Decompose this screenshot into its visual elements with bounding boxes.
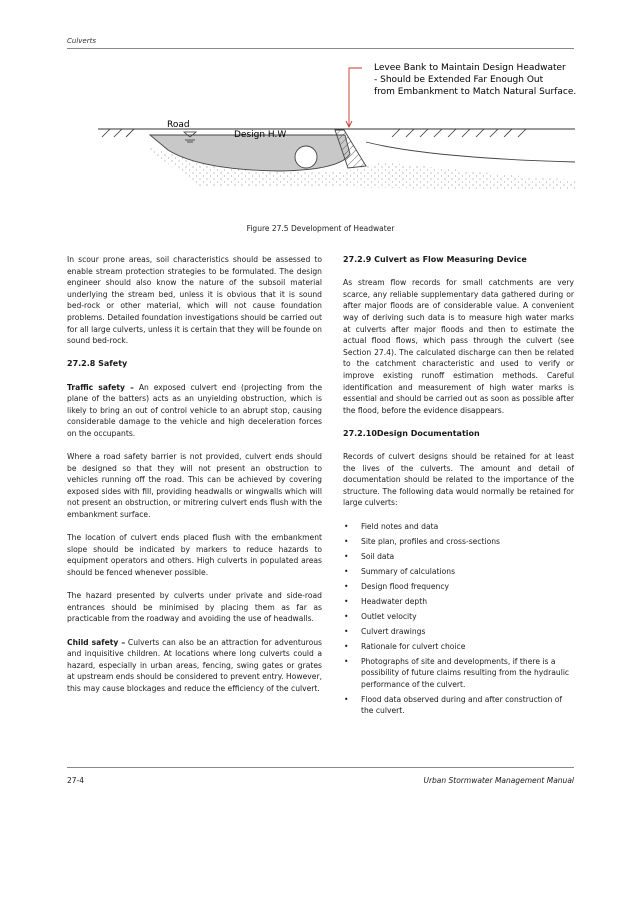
child-safety-text: Culverts can also be an attraction for adventurous and inquisitive children. At locations where long culverts could a hazard, especially in urban areas, fencing, swing gates or grates at upstream ends should be considered to prevent entry. However, this may cause blockages and reduce the efficiency of the culvert.: [67, 637, 322, 693]
traffic-safety-text: An exposed culvert end (projecting from the plane of the batters) acts as an unyielding obstruction, which is likely to bring an out of control vehicle to an abrupt stop, causing considerable damage to the vehicle and high deceleration forces on the occupants.: [67, 382, 323, 438]
traffic-safety-lead: Traffic safety –: [67, 382, 134, 392]
label-design-hw: Design H.W: [234, 130, 287, 140]
natural-surface: [366, 142, 575, 162]
para-barrier: Where a road safety barrier is not provided, culvert ends should be designed so that they will not present an obstruction to vehicles running off the road. This can be achieved by covering exposed sides with fill, providing headwalls or wingwalls which will not present an obstruction, or mitrering culvert ends flush with the embankment surface.: [67, 452, 322, 520]
headwater-figure: [80, 58, 580, 218]
heading-flow-measuring: 27.2.9 Culvert as Flow Measuring Device: [343, 255, 527, 264]
para-scour: In scour prone areas, soil characteristics should be assessed to enable stream protection strategies to be formulated. The design engineer should also know the nature of the subsoil material underlying the stream bed, unless it is obvious that it is sound bed-rock or other material, which will not cause foundation problems. Detailed foundation investigations should be carried out for all large culverts, unless it is certain that they will be founde on sound bed-rock.: [67, 255, 322, 346]
ground-hatch-left: [102, 129, 134, 137]
para-flow: As stream flow records for small catchments are very scarce, any reliable supplementary data gathered during or after major floods are of considerable value. A convenient way of deriving such data is to measure high water marks at culverts after major floods and then to estimate the actual flood flows, which pass through the culvert (see Section 27.4). The calculated discharge can then be related to the catchment characteristic and used to verify or improve existing runoff estimation methods. Careful identification and measurement of high water marks is essential and should be carried out as soon as possible after the flood, before the evidence disappears.: [343, 278, 574, 415]
list-item: • Design flood frequency: [343, 581, 574, 593]
page-number: 27-4: [67, 776, 85, 785]
para-traffic-safety: [67, 382, 322, 440]
culvert-pipe: [295, 146, 317, 168]
running-header: Culverts: [67, 37, 96, 45]
list-item: • Summary of calculations: [343, 566, 574, 578]
list-item: • Flood data observed during and after construction of the culvert.: [343, 694, 574, 717]
para-hazard: The hazard presented by culverts under private and side-road entrances should be minimised by placing them as far as practicable from the roadway and avoiding the use of headwalls.: [67, 591, 322, 624]
ground-hatch-right: [392, 129, 526, 137]
label-levee-3: from Embankment to Match Natural Surface.: [374, 87, 577, 97]
heading-safety: 27.2.8 Safety: [67, 359, 128, 369]
list-item: • Photographs of site and developments, if there is a possibility of future claims resulting from the hydraulic performance of the culvert.: [343, 656, 574, 691]
list-item: • Outlet velocity: [343, 611, 574, 623]
heading-design-documentation: 27.2.10Design Documentation: [343, 428, 480, 438]
list-item: • Culvert drawings: [343, 626, 574, 638]
child-safety-lead: Child safety –: [67, 637, 126, 647]
list-item: • Field notes and data: [343, 521, 574, 533]
manual-title: Urban Stormwater Management Manual: [423, 776, 574, 785]
label-road: Road: [167, 120, 190, 130]
left-column: [67, 254, 322, 706]
leader-line: [349, 68, 362, 126]
figure-caption: Figure 27.5 Development of Headwater: [246, 224, 395, 233]
para-location: The location of culvert ends placed flush with the embankment slope should be indicated by markers to reduce hazards to equipment operators and others. High culverts in populated areas should be fenced whenever possible.: [67, 533, 322, 578]
header-rule: [67, 48, 574, 49]
para-documentation: Records of culvert designs should be retained for at least the lives of the culverts. The amount and detail of documentation should be related to the importance of the structure. The following data would normally be retained for large culverts:: [343, 452, 574, 508]
list-item: • Rationale for culvert choice: [343, 641, 574, 653]
footer-rule: [67, 767, 574, 768]
documentation-list: [343, 521, 574, 717]
label-levee-2: - Should be Extended Far Enough Out: [374, 75, 544, 85]
list-item: • Soil data: [343, 551, 574, 563]
para-child-safety: [67, 637, 322, 695]
right-column: [343, 254, 574, 720]
list-item: • Headwater depth: [343, 596, 574, 608]
label-levee-1: Levee Bank to Maintain Design Headwater: [374, 63, 566, 73]
list-item: • Site plan, profiles and cross-sections: [343, 536, 574, 548]
